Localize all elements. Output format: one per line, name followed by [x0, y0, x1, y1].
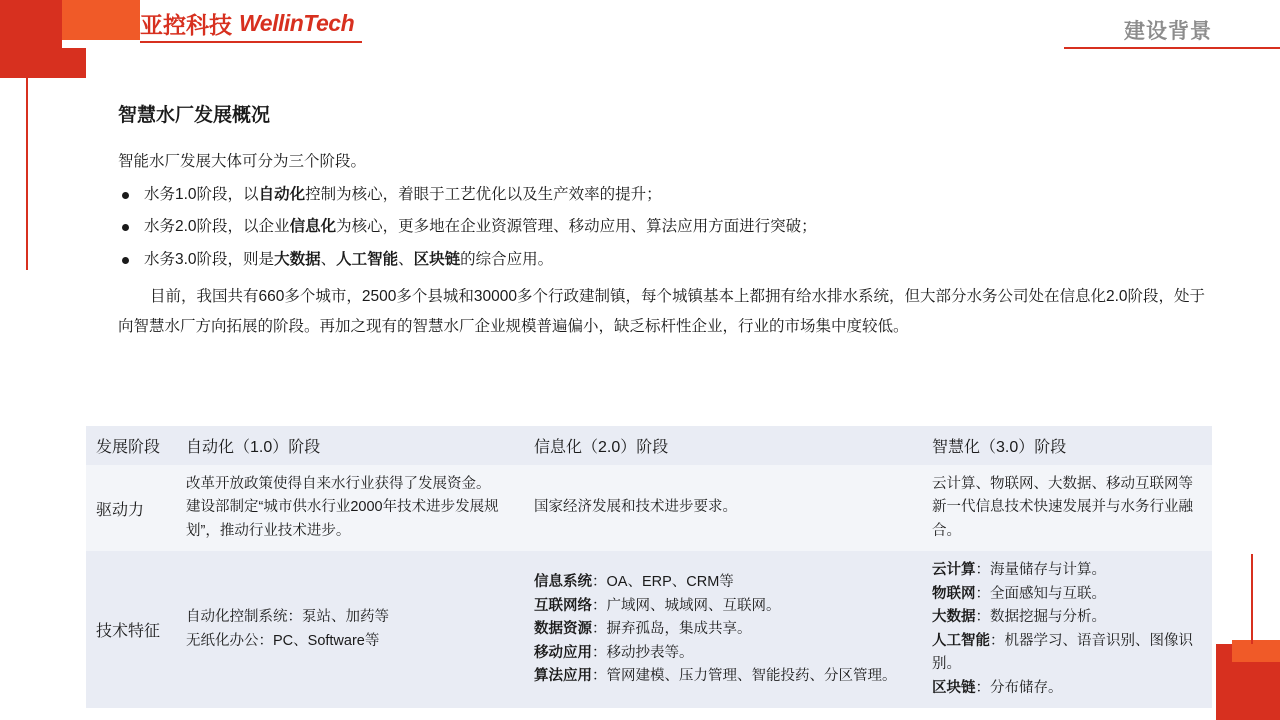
section-title: 智慧水厂发展概况: [118, 105, 271, 126]
stage-comparison-table-wrapper: [86, 426, 1212, 708]
stage-comparison-table: [86, 426, 1212, 708]
decor-left-vertical-line: [26, 78, 28, 270]
logo-underline: [140, 41, 362, 43]
company-logo: [140, 8, 354, 38]
decor-top-left-red-block: [0, 0, 62, 48]
table-cell: 国家经济发展和技术进步要求。: [524, 465, 922, 551]
bullet-list: [86, 185, 1218, 269]
decor-right-vertical-line: [1251, 554, 1253, 644]
table-header-row: [86, 426, 1212, 465]
header-right-area: [1020, 0, 1280, 54]
logo-english-text: WellinTech: [239, 9, 355, 36]
decor-bottom-right-orange-block: [1232, 640, 1280, 662]
table-header-cell: 自动化（1.0）阶段: [176, 426, 524, 465]
list-item: 水务3.0阶段，则是大数据、人工智能、区块链的综合应用。: [86, 250, 1218, 269]
body-paragraph: 目前，我国共有660多个城市，2500多个县城和30000多个行政建制镇，每个城镇基本上都拥有给水排水系统，但大部分水务公司处在信息化2.0阶段，处于向智慧水厂方向拓展的阶段。再加之现有的智慧水厂企业规模普遍偏小，缺乏标杆性企业，行业的市场集中度较低。: [118, 288, 1205, 336]
list-item: 水务2.0阶段，以企业信息化为核心，更多地在企业资源管理、移动应用、算法应用方面进行突破；: [86, 217, 1218, 236]
table-row: [86, 465, 1212, 551]
table-cell: 自动化控制系统：泵站、加药等 无纸化办公：PC、Software等: [176, 551, 524, 708]
header-underline: [1064, 47, 1280, 49]
decor-top-left-red-block-lower: [0, 48, 86, 78]
table-header-cell: 信息化（2.0）阶段: [524, 426, 922, 465]
table-row-label: 技术特征: [86, 551, 176, 708]
slide-content: [86, 100, 1218, 353]
intro-text: 智能水厂发展大体可分为三个阶段。: [118, 153, 367, 170]
page-title: 建设背景: [1124, 20, 1212, 43]
table-row: [86, 551, 1212, 708]
table-cell: 信息系统：OA、ERP、CRM等 互联网络：广域网、城域网、互联网。 数据资源：摒弃孤岛，集成共享。 移动应用：移动抄表等。 算法应用：管网建模、压力管理、智能投药、分区管理。: [524, 551, 922, 708]
table-row-label: 驱动力: [86, 465, 176, 551]
table-cell: 云计算、物联网、大数据、移动互联网等新一代信息技术快速发展并与水务行业融合。: [922, 465, 1212, 551]
table-header-cell: 发展阶段: [86, 426, 176, 465]
table-cell: 改革开放政策使得自来水行业获得了发展资金。 建设部制定“城市供水行业2000年技术进步发展规划”，推动行业技术进步。: [176, 465, 524, 551]
list-item: 水务1.0阶段，以自动化控制为核心，着眼于工艺优化以及生产效率的提升；: [86, 185, 1218, 204]
decor-top-left-orange-block: [62, 0, 140, 40]
table-cell: 云计算：海量储存与计算。 物联网：全面感知与互联。 大数据：数据挖掘与分析。 人工智能：机器学习、语音识别、图像识别。 区块链：分布储存。: [922, 551, 1212, 708]
logo-chinese-text: 亚控科技: [140, 11, 232, 38]
table-header-cell: 智慧化（3.0）阶段: [922, 426, 1212, 465]
